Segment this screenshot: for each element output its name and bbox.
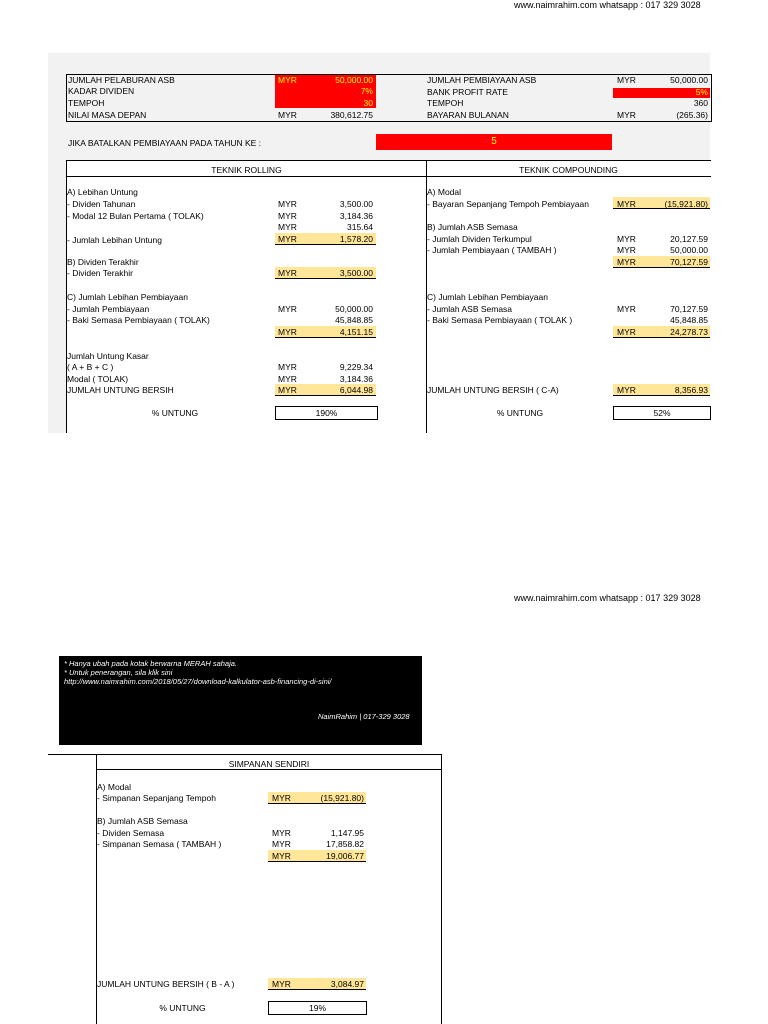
simpanan-tempoh-value: (15,921.80) — [320, 793, 364, 803]
simpanan-header-divider — [96, 769, 442, 770]
comp-bayaran-value: (15,921.80) — [664, 199, 708, 209]
rolling-b-label: B) Dividen Terakhir — [67, 257, 139, 267]
currency: MYR — [278, 211, 297, 221]
currency: MYR — [278, 304, 297, 314]
simpanan-a-label: A) Modal — [97, 782, 132, 792]
rolling-c-total-value: 4,151.15 — [339, 327, 373, 337]
simpanan-bersih-label: JUMLAH UNTUNG BERSIH ( B - A ) — [97, 979, 235, 989]
jumlah-pembiayaan-label: JUMLAH PEMBIAYAAN ASB — [427, 75, 537, 85]
header-link-page2[interactable]: www.naimrahim.com whatsapp : 017 329 3028 — [514, 593, 701, 603]
bayaran-value: (265.36) — [676, 110, 708, 120]
rolling-pct-value: 190% — [315, 408, 338, 418]
simpanan-pct-label: % UNTUNG — [159, 1003, 206, 1013]
currency: MYR — [272, 851, 291, 861]
comp-asb-semasa: - Jumlah ASB Semasa — [427, 304, 513, 314]
currency: MYR — [278, 268, 297, 278]
rolling-jumlah-lebihan: - Jumlah Lebihan Untung — [67, 235, 162, 245]
jumlah-pelaburan-cur: MYR — [278, 75, 297, 85]
comp-dividen-terkumpul-value: 20,127.59 — [670, 234, 708, 244]
currency: MYR — [617, 245, 636, 255]
comp-pct-label: % UNTUNG — [496, 408, 544, 418]
batal-label: JIKA BATALKAN PEMBIAYAAN PADA TAHUN KE : — [68, 138, 262, 148]
comp-a-label: A) Modal — [427, 187, 462, 197]
simpanan-pct-value: 19% — [308, 1003, 326, 1013]
compounding-title: TEKNIK COMPOUNDING — [519, 165, 618, 175]
simpanan-top-border — [48, 754, 442, 755]
note-signature: NaimRahim | 017-329 3028 — [318, 712, 410, 721]
simpanan-dividen-semasa-value: 1,147.95 — [330, 828, 364, 838]
currency: MYR — [278, 199, 297, 209]
rolling-a-label: A) Lebihan Untung — [67, 187, 138, 197]
currency: MYR — [278, 362, 297, 372]
bank-profit-label: BANK PROFIT RATE — [427, 87, 508, 97]
rolling-abc: ( A + B + C ) — [67, 362, 114, 372]
nilai-masa-depan-value: 380,612.75 — [330, 110, 373, 120]
currency: MYR — [278, 222, 297, 232]
rolling-untung-kasar: Jumlah Untung Kasar — [67, 351, 149, 361]
simpanan-right-border — [441, 754, 442, 1024]
currency: MYR — [617, 385, 636, 395]
note-line1: * Hanya ubah pada kotak berwarna MERAH sahaja. — [64, 659, 238, 668]
nilai-masa-depan-label: NILAI MASA DEPAN — [68, 110, 147, 120]
rolling-dividen-tahunan: - Dividen Tahunan — [67, 199, 136, 209]
comp-dividen-terkumpul: - Jumlah Dividen Terkumpul — [427, 234, 532, 244]
simpanan-tempoh: - Simpanan Sepanjang Tempoh — [97, 793, 216, 803]
comp-c-total-value: 24,278.73 — [670, 327, 708, 337]
simpanan-title: SIMPANAN SENDIRI — [228, 759, 310, 769]
currency: MYR — [278, 327, 297, 337]
currency: MYR — [272, 979, 291, 989]
comp-baki: - Baki Semasa Pembiayaan ( TOLAK ) — [427, 315, 573, 325]
currency: MYR — [272, 793, 291, 803]
currency: MYR — [617, 199, 636, 209]
rolling-title: TEKNIK ROLLING — [211, 165, 282, 175]
jumlah-pelaburan-label: JUMLAH PELABURAN ASB — [68, 75, 175, 85]
currency: MYR — [278, 385, 297, 395]
simpanan-semasa: - Simpanan Semasa ( TAMBAH ) — [97, 839, 222, 849]
comp-b-total-value: 70,127.59 — [670, 257, 708, 267]
rolling-abc-value: 9,229.34 — [339, 362, 373, 372]
rolling-pct-label: % UNTUNG — [151, 408, 199, 418]
rolling-c-label: C) Jumlah Lebihan Pembiayaan — [67, 292, 188, 302]
note-link[interactable]: http://www.naimrahim.com/2018/05/27/download-kalkulator-asb-financing-di-sini/ — [64, 677, 332, 686]
comp-baki-value: 45,848.85 — [670, 315, 708, 325]
rolling-baki-value: 45,848.85 — [335, 315, 373, 325]
tempoh-right-value: 360 — [693, 98, 708, 108]
comp-c-label: C) Jumlah Lebihan Pembiayaan — [427, 292, 548, 302]
note-line2: * Untuk penerangan, sila klik sini — [64, 668, 173, 677]
jumlah-pelaburan-input[interactable]: 50,000.00 — [335, 75, 373, 85]
comp-bersih-label: JUMLAH UNTUNG BERSIH ( C-A) — [427, 385, 559, 395]
rolling-bersih-value: 6,044.98 — [339, 385, 373, 395]
rolling-dividen-terakhir-value: 3,500.00 — [339, 268, 373, 278]
rolling-modal12-value: 3,184.36 — [339, 211, 373, 221]
rolling-baki: - Baki Semasa Pembiayaan ( TOLAK) — [67, 315, 210, 325]
simpanan-dividen-semasa: - Dividen Semasa — [97, 828, 165, 838]
nilai-masa-depan-cur: MYR — [278, 110, 297, 120]
bank-profit-input[interactable]: 5% — [695, 87, 708, 97]
rolling-modal-tolak-value: 3,184.36 — [339, 374, 373, 384]
simpanan-b-total-value: 19,006.77 — [326, 851, 364, 861]
table-header-divider — [66, 176, 711, 177]
batal-input[interactable]: 5 — [491, 136, 497, 147]
comp-b-label: B) Jumlah ASB Semasa — [427, 222, 518, 232]
comp-bayaran: - Bayaran Sepanjang Tempoh Pembiayaan — [427, 199, 589, 209]
rolling-modal-tolak: Modal ( TOLAK) — [67, 374, 129, 384]
comp-jumlah-pembiayaan-value: 50,000.00 — [670, 245, 708, 255]
currency: MYR — [272, 828, 291, 838]
currency: MYR — [617, 304, 636, 314]
currency: MYR — [278, 374, 297, 384]
simpanan-semasa-value: 17,858.82 — [326, 839, 364, 849]
comp-jumlah-pembiayaan: - Jumlah Pembiayaan ( TAMBAH ) — [427, 245, 557, 255]
rolling-jumlah-pembiayaan: - Jumlah Pembiayaan — [67, 304, 150, 314]
jumlah-pembiayaan-cur: MYR — [617, 75, 636, 85]
jumlah-pembiayaan-value: 50,000.00 — [670, 75, 708, 85]
tempoh-right-label: TEMPOH — [427, 98, 464, 108]
header-link[interactable]: www.naimrahim.com whatsapp : 017 329 3028 — [514, 0, 701, 10]
currency: MYR — [617, 257, 636, 267]
simpanan-bersih-value: 3,084.97 — [330, 979, 364, 989]
comp-pct-value: 52% — [653, 408, 671, 418]
rolling-dividen-tahunan-value: 3,500.00 — [339, 199, 373, 209]
kadar-dividen-label: KADAR DIVIDEN — [68, 86, 135, 96]
rolling-subtotal-value: 315.64 — [347, 222, 373, 232]
rolling-bersih-label: JUMLAH UNTUNG BERSIH — [67, 385, 174, 395]
tempoh-input[interactable]: 30 — [363, 98, 373, 108]
simpanan-b-label: B) Jumlah ASB Semasa — [97, 816, 188, 826]
rolling-jumlah-pembiayaan-value: 50,000.00 — [335, 304, 373, 314]
currency: MYR — [272, 839, 291, 849]
bayaran-label: BAYARAN BULANAN — [427, 110, 509, 120]
currency: MYR — [617, 327, 636, 337]
currency: MYR — [278, 234, 297, 244]
currency: MYR — [617, 234, 636, 244]
comp-asb-semasa-value: 70,127.59 — [670, 304, 708, 314]
bayaran-cur: MYR — [617, 110, 636, 120]
kadar-dividen-input[interactable]: 7% — [360, 86, 373, 96]
comp-bersih-value: 8,356.93 — [674, 385, 708, 395]
tempoh-label: TEMPOH — [68, 98, 105, 108]
rolling-modal12: - Modal 12 Bulan Pertama ( TOLAK) — [67, 211, 204, 221]
rolling-dividen-terakhir: - Dividen Terakhir — [67, 268, 133, 278]
rolling-jumlah-lebihan-value: 1,578.20 — [339, 234, 373, 244]
